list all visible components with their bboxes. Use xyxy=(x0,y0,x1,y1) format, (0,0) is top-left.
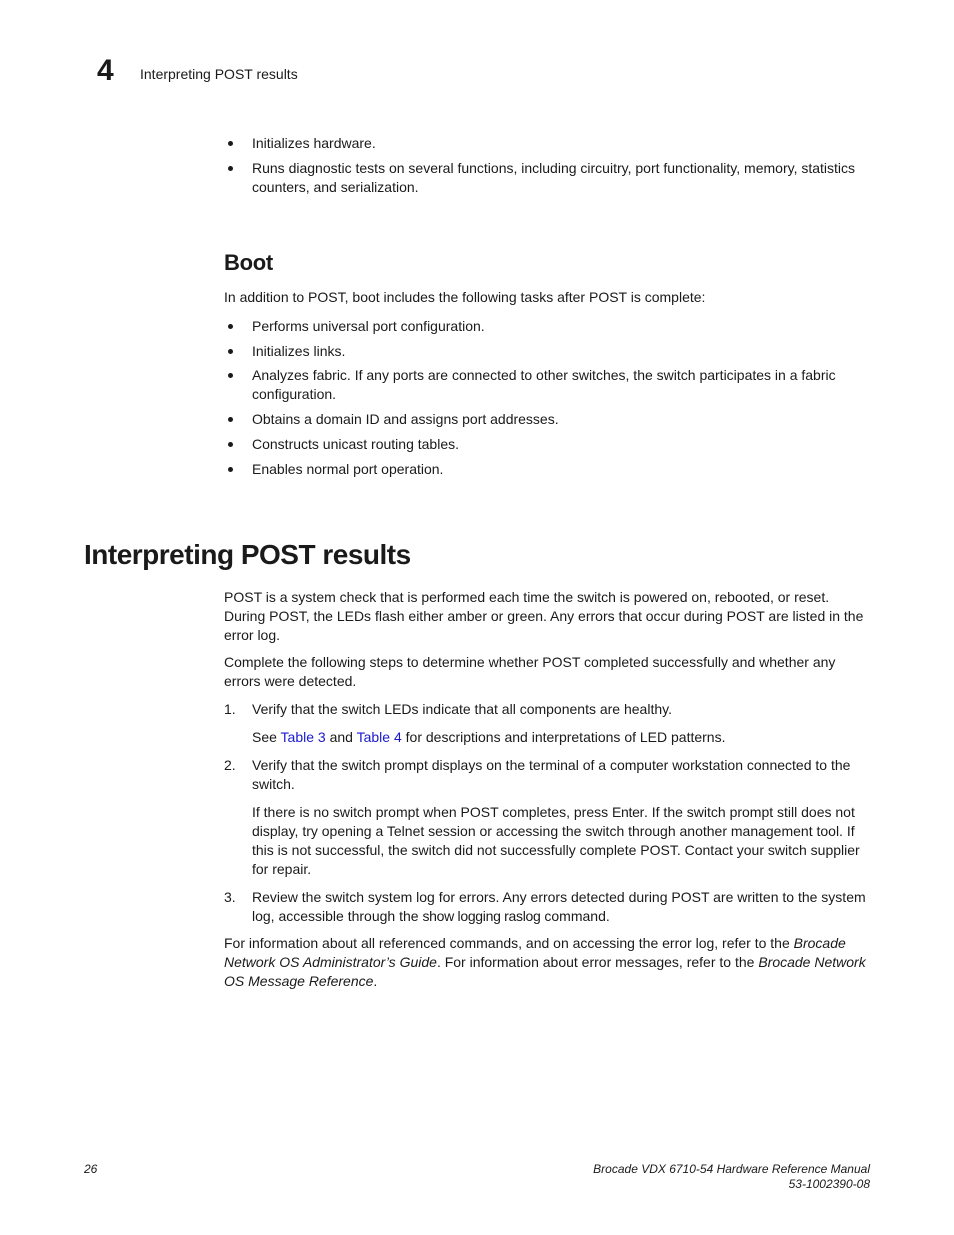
step-text: Verify that the switch prompt displays on the terminal of a computer workstation connected to the switch. xyxy=(252,757,851,792)
intro-paragraph: POST is a system check that is performed each time the switch is powered on, rebooted, or reset. During POST, the LEDs flash either amber or green. Any errors that occur during POST are listed in the error log. xyxy=(224,589,864,643)
note-text: . If the switch prompt still does not display, try opening a Telnet session or accessing the switch through another management tool. If this is not successful, the switch did not successfully complete POST. Contact your switch supplier for repair. xyxy=(252,804,860,877)
list-item: Performs universal port configuration. xyxy=(224,317,874,336)
list-item: Constructs unicast routing tables. xyxy=(224,435,874,454)
step-3 xyxy=(224,888,874,926)
post-bullet-list xyxy=(224,134,874,197)
footer-doc-number: 53-1002390-08 xyxy=(788,1177,870,1191)
step-number: 1. xyxy=(224,701,236,717)
chapter-title: Interpreting POST results xyxy=(140,66,298,82)
note-text: See xyxy=(252,729,281,745)
list-item: Obtains a domain ID and assigns port addresses. xyxy=(224,410,874,429)
guide-title: Brocade Network OS Message Reference xyxy=(224,954,866,989)
note-text: and xyxy=(325,729,357,745)
step-1 xyxy=(224,700,874,747)
steps-list xyxy=(224,700,874,926)
step-text: command. xyxy=(540,908,610,924)
boot-intro: In addition to POST, boot includes the following tasks after POST is complete: xyxy=(224,289,706,305)
enter-key: Enter xyxy=(612,804,644,820)
step-number: 3. xyxy=(224,889,236,905)
list-item: Analyzes fabric. If any ports are connected to other switches, the switch participates in a fabric configuration. xyxy=(224,366,874,404)
closing-paragraph xyxy=(224,934,874,991)
boot-bullet-list xyxy=(224,317,874,479)
note-text: for descriptions and interpretations of LED patterns. xyxy=(401,729,726,745)
step-text: Review the switch system log for errors. Any errors detected during POST are written to the system log, accessible through the xyxy=(252,889,866,924)
steps-intro: Complete the following steps to determine whether POST completed successfully and whether any errors were detected. xyxy=(224,654,836,689)
chapter-number: 4 xyxy=(97,54,114,87)
guide-title: Brocade Network OS Administrator’s Guide xyxy=(224,935,846,970)
closing-text: . xyxy=(373,973,378,989)
list-item: Initializes links. xyxy=(224,342,874,361)
footer-manual-title: Brocade VDX 6710-54 Hardware Reference Manual xyxy=(593,1162,870,1176)
step-note xyxy=(252,728,874,747)
command-name: show logging raslog xyxy=(422,908,541,924)
section-heading: Interpreting POST results xyxy=(84,539,411,570)
table-4-link[interactable]: Table 4 xyxy=(356,729,402,745)
boot-heading: Boot xyxy=(224,250,273,275)
step-text: Verify that the switch LEDs indicate that all components are healthy. xyxy=(252,701,672,717)
note-text: If there is no switch prompt when POST completes, press xyxy=(252,804,613,820)
page-number: 26 xyxy=(84,1162,98,1176)
list-item: Enables normal port operation. xyxy=(224,460,874,479)
step-note xyxy=(252,803,874,879)
step-2 xyxy=(224,756,874,879)
list-item: Runs diagnostic tests on several functions, including circuitry, port functionality, memory, statistics counters, and serialization. xyxy=(224,159,874,197)
closing-text: For information about all referenced commands, and on accessing the error log, refer to the xyxy=(224,935,794,951)
table-3-link[interactable]: Table 3 xyxy=(280,729,326,745)
step-number: 2. xyxy=(224,757,236,773)
closing-text: . For information about error messages, refer to the xyxy=(436,954,759,970)
list-item: Initializes hardware. xyxy=(224,134,874,153)
